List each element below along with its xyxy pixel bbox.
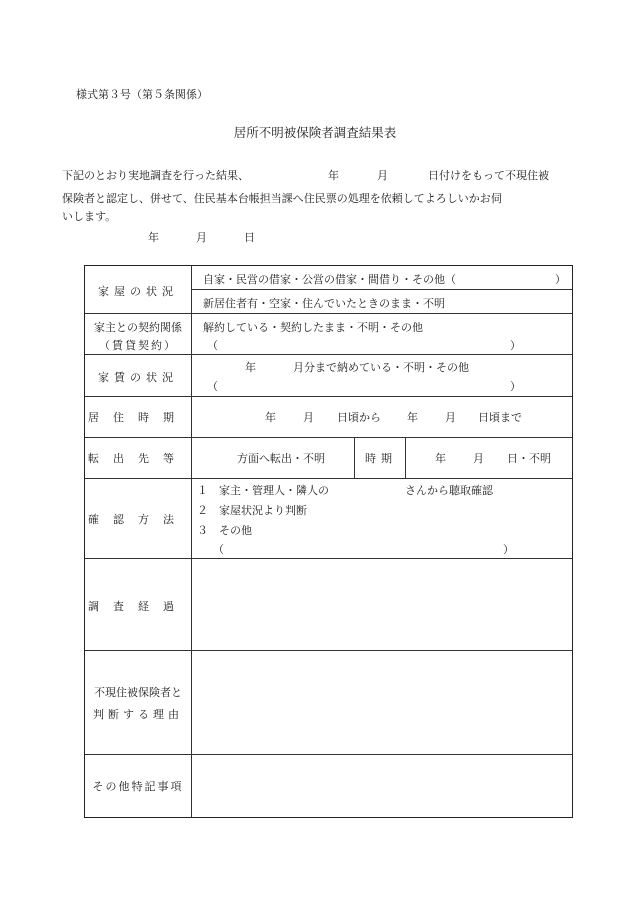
- confirm-item-3-text: その他: [219, 524, 252, 537]
- reason-label-line-2: 判断する理由: [93, 708, 183, 721]
- intro-line-3: いします。: [62, 210, 117, 223]
- rent-close-paren: ）: [510, 380, 521, 393]
- intro-text-a: 下記のとおり実地調査を行った結果、: [62, 169, 249, 182]
- column-divider: [191, 266, 192, 817]
- intro-year-label: 年: [328, 169, 339, 182]
- row-divider: [85, 313, 572, 314]
- row-divider: [85, 354, 572, 355]
- moveout-year-label: 年: [435, 452, 446, 465]
- confirm-item-3-number: ３: [197, 524, 208, 537]
- residence-month-to: 月: [445, 411, 456, 424]
- reason-label-line-1: 不現住被保険者と: [94, 686, 182, 699]
- rent-open-paren: （: [207, 380, 218, 393]
- confirm-item-1-number: １: [197, 484, 208, 497]
- confirm-close-paren: ）: [503, 543, 514, 556]
- rent-year-label: 年: [245, 361, 256, 374]
- contract-options: 解約している・契約したまま・不明・その他: [203, 321, 423, 334]
- confirm-item-2-text: 家屋状況より判断: [219, 504, 307, 517]
- housing-option-1-close: ）: [555, 273, 566, 286]
- residence-year-to: 年: [407, 411, 418, 424]
- document-title: 居所不明被保険者調査結果表: [233, 125, 397, 140]
- confirm-open-paren: （: [213, 543, 224, 556]
- moveout-timing-label: 時期: [365, 452, 397, 465]
- moveout-destination: 方面へ転出・不明: [237, 452, 325, 465]
- confirm-item-1-text: 家主・管理人・隣人の: [219, 484, 329, 497]
- rent-label: 家賃の状況: [98, 371, 178, 384]
- date-month-label: 月: [196, 231, 207, 244]
- column-divider: [405, 437, 406, 478]
- progress-label: 調査経過: [88, 600, 188, 613]
- form-reference: 様式第３号（第５条関係）: [76, 88, 208, 101]
- row-divider: [85, 396, 572, 397]
- contract-open-paren: （: [207, 339, 218, 352]
- row-divider: [85, 558, 572, 559]
- rent-status: 月分まで納めている・不明・その他: [293, 361, 469, 374]
- confirm-item-1-suffix: さんから聴取確認: [405, 484, 493, 497]
- housing-label: 家屋の状況: [98, 285, 178, 298]
- housing-option-1: 自家・民営の借家・公営の借家・間借り・その他（: [203, 273, 456, 286]
- survey-table: [84, 265, 573, 818]
- residence-period-label: 居住時期: [88, 411, 188, 424]
- date-year-label: 年: [148, 231, 159, 244]
- contract-label: 家主との契約関係: [94, 321, 182, 334]
- row-divider: [191, 289, 572, 290]
- confirm-item-2-number: ２: [197, 504, 208, 517]
- intro-month-label: 月: [377, 169, 388, 182]
- row-divider: [85, 650, 572, 651]
- date-day-label: 日: [244, 231, 255, 244]
- residence-day-to: 日頃まで: [478, 411, 522, 424]
- row-divider: [85, 437, 572, 438]
- contract-close-paren: ）: [510, 339, 521, 352]
- row-divider: [85, 754, 572, 755]
- confirm-method-label: 確認方法: [88, 513, 188, 526]
- moveout-month-label: 月: [473, 452, 484, 465]
- residence-year-from: 年: [265, 411, 276, 424]
- contract-sublabel: （賃貸契約）: [99, 339, 177, 352]
- housing-option-2: 新居住者有・空家・住んでいたときのまま・不明: [203, 297, 445, 310]
- other-notes-label: その他特記事項: [92, 780, 184, 793]
- residence-month-from: 月: [303, 411, 314, 424]
- intro-line-2: 保険者と認定し、併せて、住民基本台帳担当課へ住民票の処理を依頼してよろしいかお伺: [62, 192, 502, 205]
- column-divider: [354, 437, 355, 478]
- row-divider: [85, 478, 572, 479]
- intro-text-b: 日付けをもって不現住被: [428, 169, 549, 182]
- moveout-label: 転出先等: [88, 452, 188, 465]
- moveout-day-label: 日・不明: [507, 452, 551, 465]
- residence-day-from: 日頃から: [337, 411, 381, 424]
